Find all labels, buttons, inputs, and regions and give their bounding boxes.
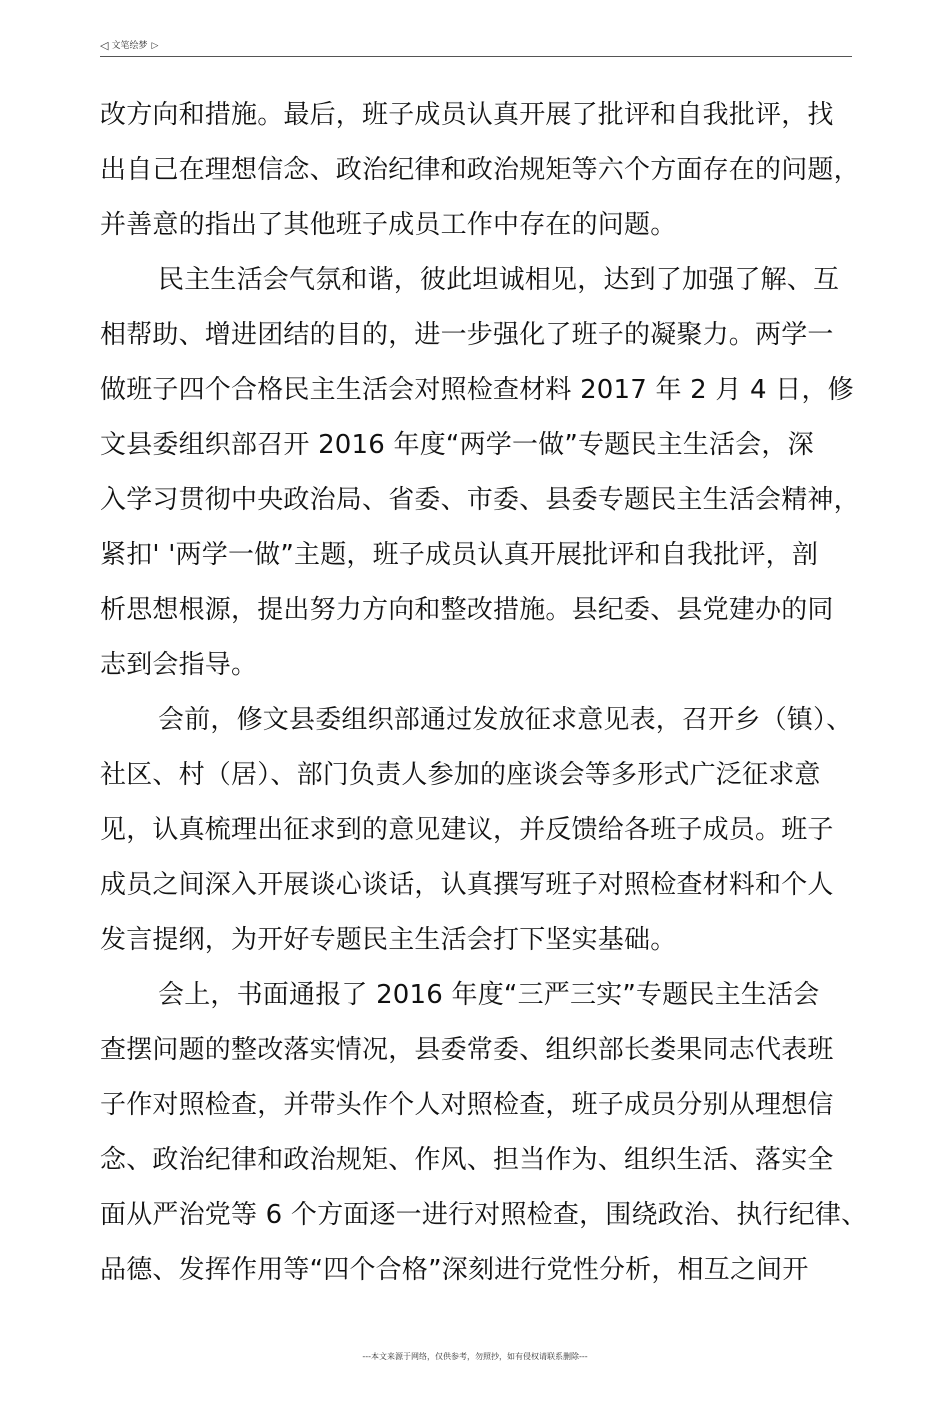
document-body <box>100 88 868 1298</box>
text-line: 见，认真梳理出征求到的意见建议，并反馈给各班子成员。班子 <box>100 815 834 845</box>
text-line: 文县委组织部召开 2016 年度“两学一做”专题民主生活会，深 <box>100 430 814 460</box>
header-title: 文笔绘梦 <box>111 41 148 51</box>
text-line: 社区、村（居）、部门负责人参加的座谈会等多形式广泛征求意 <box>100 760 821 790</box>
paragraph-first-line: 会上，书面通报了 2016 年度“三严三实”专题民主生活会 <box>158 980 820 1010</box>
text-line: 做班子四个合格民主生活会对照检查材料 2017 年 2 月 4 日，修 <box>100 375 854 405</box>
text-line: 入学习贯彻中央政治局、省委、市委、县委专题民主生活会精神， <box>100 485 860 515</box>
text-line: 念、政治纪律和政治规矩、作风、担当作为、组织生活、落实全 <box>100 1145 834 1175</box>
text-line: 面从严治党等 6 个方面逐一进行对照检查，围绕政治、执行纪律、 <box>100 1200 868 1230</box>
text-line: 析思想根源，提出努力方向和整改措施。县纪委、县党建办的同 <box>100 595 834 625</box>
text-line: 子作对照检查，并带头作个人对照检查，班子成员分别从理想信 <box>100 1090 834 1120</box>
text-line: 改方向和措施。最后，班子成员认真开展了批评和自我批评，找 <box>100 100 834 130</box>
text-line: 品德、发挥作用等“四个合格”深刻进行党性分析，相互之间开 <box>100 1255 809 1285</box>
text-line: 紧扣' '两学一做”主题，班子成员认真开展批评和自我批评，剖 <box>100 540 819 570</box>
left-triangle-icon: ◁ <box>100 39 109 52</box>
text-line: 志到会指导。 <box>100 650 258 680</box>
paragraph-first-line: 民主生活会气氛和谐，彼此坦诚相见，达到了加强了解、互 <box>158 265 840 295</box>
page-footer: ---本文来源于网络，仅供参考，勿照抄，如有侵权请联系删除--- <box>362 1352 588 1361</box>
text-line: 并善意的指出了其他班子成员工作中存在的问题。 <box>100 210 677 240</box>
text-line: 发言提纲，为开好专题民主生活会打下坚实基础。 <box>100 925 677 955</box>
text-line: 成员之间深入开展谈心谈话，认真撰写班子对照检查材料和个人 <box>100 870 834 900</box>
text-line: 出自己在理想信念、政治纪律和政治规矩等六个方面存在的问题， <box>100 155 860 185</box>
page-header <box>100 38 852 57</box>
right-triangle-icon: ▷ <box>151 41 159 51</box>
text-line: 相帮助、增进团结的目的，进一步强化了班子的凝聚力。两学一 <box>100 320 834 350</box>
paragraph-first-line: 会前，修文县委组织部通过发放征求意见表，召开乡（镇）、 <box>158 705 853 735</box>
text-line: 查摆问题的整改落实情况，县委常委、组织部长娄果同志代表班 <box>100 1035 834 1065</box>
